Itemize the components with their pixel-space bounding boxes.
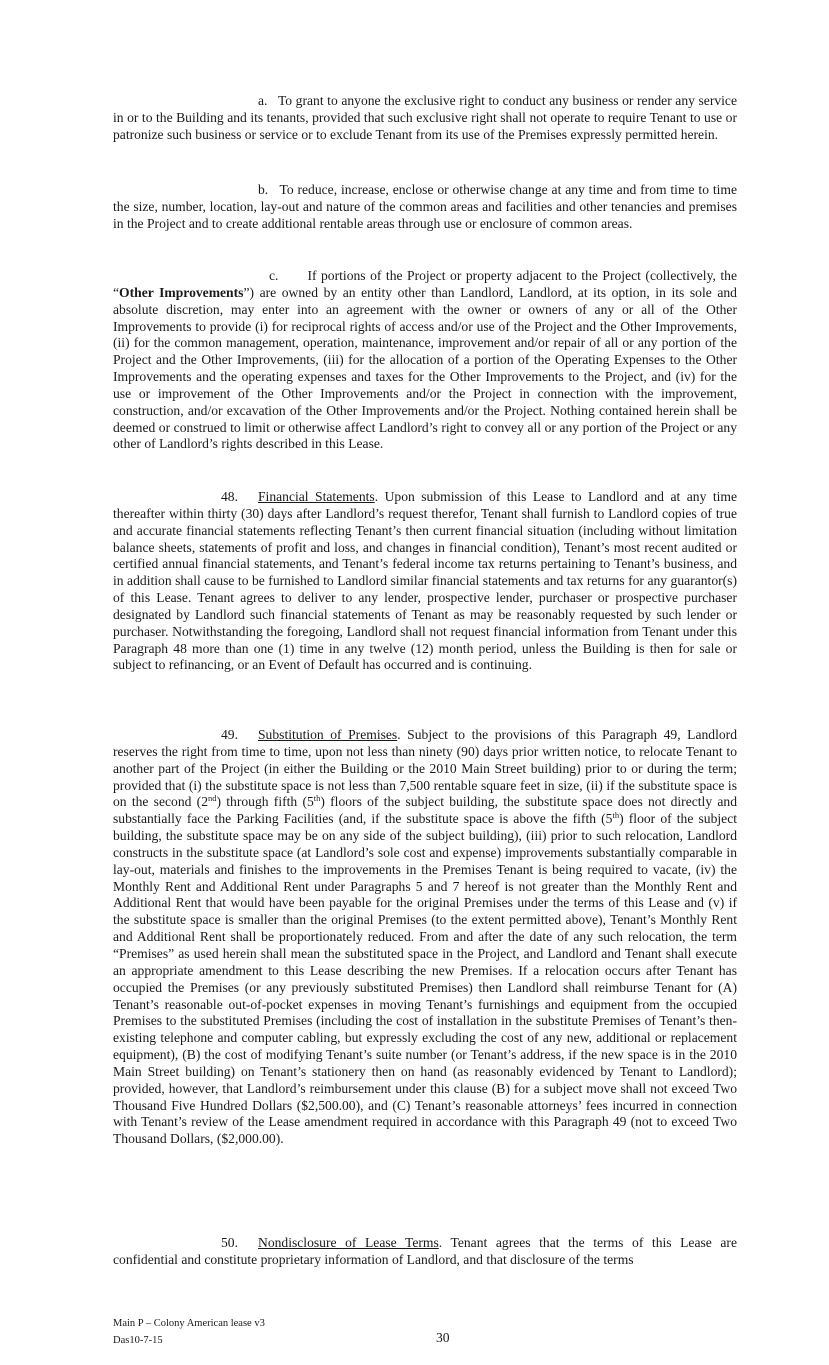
section-49-number: 49. xyxy=(221,727,238,742)
paragraph-c-text-2: ”) are owned by an entity other than Landlord, Landlord, at its option, in its sole and absolute discretion, may enter into an agreement with the owner or owners of any or all of the Other Improvements to provide (i) for reciprocal rights of access and/or use of the Project and the Other Improvements, (ii) for the common management, operation, maintenance, improvement and/or repair of all or any portion of the Project and the Other Improvements, (iii) for the allocation of a portion of the Operating Expenses to the Other Improvements and the operating expenses and taxes for the Other Improvements to the Project, and (iv) for the use or improvement of the Other Improvements and/or the Project in connection with the improvement, construction, and/or excavation of the Other Improvements and/or the Project. Nothing contained herein shall be deemed or construed to limit or otherwise affect Landlord’s right to convey all or any portion of the Project or any other of Landlord’s rights described in this Lease. xyxy=(113,284,737,452)
section-49-text-3: ) floors of the subject building, the substitute space does not directly and substantially face the Parking Facilities (and, if the substitute space is above the fifth (5 xyxy=(113,794,737,827)
paragraph-c-text-1: If portions of the Project or property adjacent to the Project (collectively, the “ xyxy=(113,268,737,300)
paragraph-a xyxy=(113,93,737,144)
paragraph-a-marker: a. xyxy=(258,93,268,108)
page-number: 30 xyxy=(436,1330,450,1345)
section-50-heading: Nondisclosure of Lease Terms xyxy=(258,1235,439,1250)
section-50-number: 50. xyxy=(221,1235,238,1250)
section-49-heading: Substitution of Premises xyxy=(258,727,398,742)
section-48-heading: Financial Statements xyxy=(258,489,375,504)
section-50 xyxy=(113,1235,737,1269)
superscript-th: th xyxy=(313,793,321,804)
section-50-text: . Tenant agrees that the terms of this Lease are confidential and constitute proprietary information of Landlord, and that disclosure of the terms xyxy=(113,1235,737,1267)
paragraph-c xyxy=(113,268,737,453)
paragraph-b xyxy=(113,182,737,233)
paragraph-b-text: To reduce, increase, enclose or otherwise change at any time and from time to time the size, number, location, lay-out and nature of the common areas and facilities and other tenancies and premises in the Project and to create additional rentable areas through use or enclosure of common areas. xyxy=(113,182,737,231)
section-49 xyxy=(113,727,737,1148)
section-49-text-2: ) through fifth (5 xyxy=(216,794,314,810)
section-49-text-1: . Subject to the provisions of this Paragraph 49, Landlord reserves the right from time to time, upon not less than ninety (90) days prior written notice, to relocate Tenant to another part of the Project (in either the Building or the 2010 Main Street building) prior to or during the term; provided that (i) the substitute space is not less than 7,500 rentable square feet in size, (ii) if the substitute space is on the second (2 xyxy=(113,727,737,810)
footer-doc-name: Main P – Colony American lease v3 xyxy=(113,1318,265,1329)
section-48-number: 48. xyxy=(221,489,238,504)
defined-term-other-improvements: Other Improvements xyxy=(119,284,244,300)
paragraph-c-marker: c. xyxy=(269,268,279,283)
superscript-th: th xyxy=(612,810,620,821)
paragraph-b-marker: b. xyxy=(258,182,269,197)
section-48 xyxy=(113,489,737,674)
superscript-nd: nd xyxy=(208,793,217,804)
section-49-text-4: ) floor of the subject building, the substitute space may be on any side of the subject building), (iii) prior to such relocation, Landlord constructs in the substitute space (at Landlord’s sole cost and expense) improvements substantially comparable in lay-out, materials and finishes to the improvements in the Premises Tenant is being required to vacate, (iv) the Monthly Rent and Additional Rent under Paragraphs 5 and 7 hereof is not greater than the Monthly Rent and Additional Rent that would have been payable for the original Premises under the terms of this Lease and (v) if the substitute space is smaller than the original Premises (to the extent permitted above), Tenant’s Monthly Rent and Additional Rent shall be proportionately reduced. From and after the date of any such relocation, the term “Premises” as used herein shall mean the substituted space in the Project, and Landlord and Tenant shall execute an appropriate amendment to this Lease describing the new Premises. If a relocation occurs after Tenant has occupied the Premises (or any previously substituted Premises) then Landlord shall reimburse Tenant for (A) Tenant’s reasonable out-of-pocket expenses in moving Tenant’s furnishings and equipment from the occupied Premises to the substituted Premises (including the cost of installation in the substitute Premises of Tenant’s then-existing telephone and computer cabling, but expressly excluding the cost of any new, additional or replacement equipment), (B) the cost of modifying Tenant’s suite number (or Tenant’s address, if the new space is in the 2010 Main Street building) on Tenant’s stationery then on hand (as reasonably evidenced by Tenant to Landlord); provided, however, that Landlord’s reimbursement under this clause (B) for a subject move shall not exceed Two Thousand Five Hundred Dollars ($2,500.00), and (C) Tenant’s reasonable attorneys’ fees incurred in connection with Tenant’s review of the Lease amendment required in accordance with this Paragraph 49 (not to exceed Two Thousand Dollars, ($2,000.00). xyxy=(113,811,738,1147)
paragraph-a-text: To grant to anyone the exclusive right to conduct any business or render any service in or to the Building and its tenants, provided that such exclusive right shall not operate to require Tenant to use or patronize such business or service or to exclude Tenant from its use of the Premises expressly permitted herein. xyxy=(113,93,737,142)
footer-doc-id: Das10-7-15 xyxy=(113,1335,163,1346)
section-48-text: . Upon submission of this Lease to Landlord and at any time thereafter within thirty (30) days after Landlord’s request therefor, Tenant shall furnish to Landlord copies of true and accurate financial statements reflecting Tenant’s then current financial situation (including without limitation balance sheets, statements of profit and loss, and changes in financial condition), Tenant’s most recent audited or certified annual financial statements, and Tenant’s federal income tax returns pertaining to Tenant’s business, and in addition shall cause to be furnished to Landlord similar financial statements and tax returns for any guarantor(s) of this Lease. Tenant agrees to deliver to any lender, prospective lender, purchaser or prospective purchaser designated by Landlord such financial statements of Tenant as may be reasonably requested by such lender or purchaser. Notwithstanding the foregoing, Landlord shall not request financial information from Tenant under this Paragraph 48 more than one (1) time in any twelve (12) month period, unless the Building is then for sale or subject to refinancing, or an Event of Default has occurred and is continuing. xyxy=(113,489,737,673)
footer-document-info xyxy=(113,1315,265,1349)
